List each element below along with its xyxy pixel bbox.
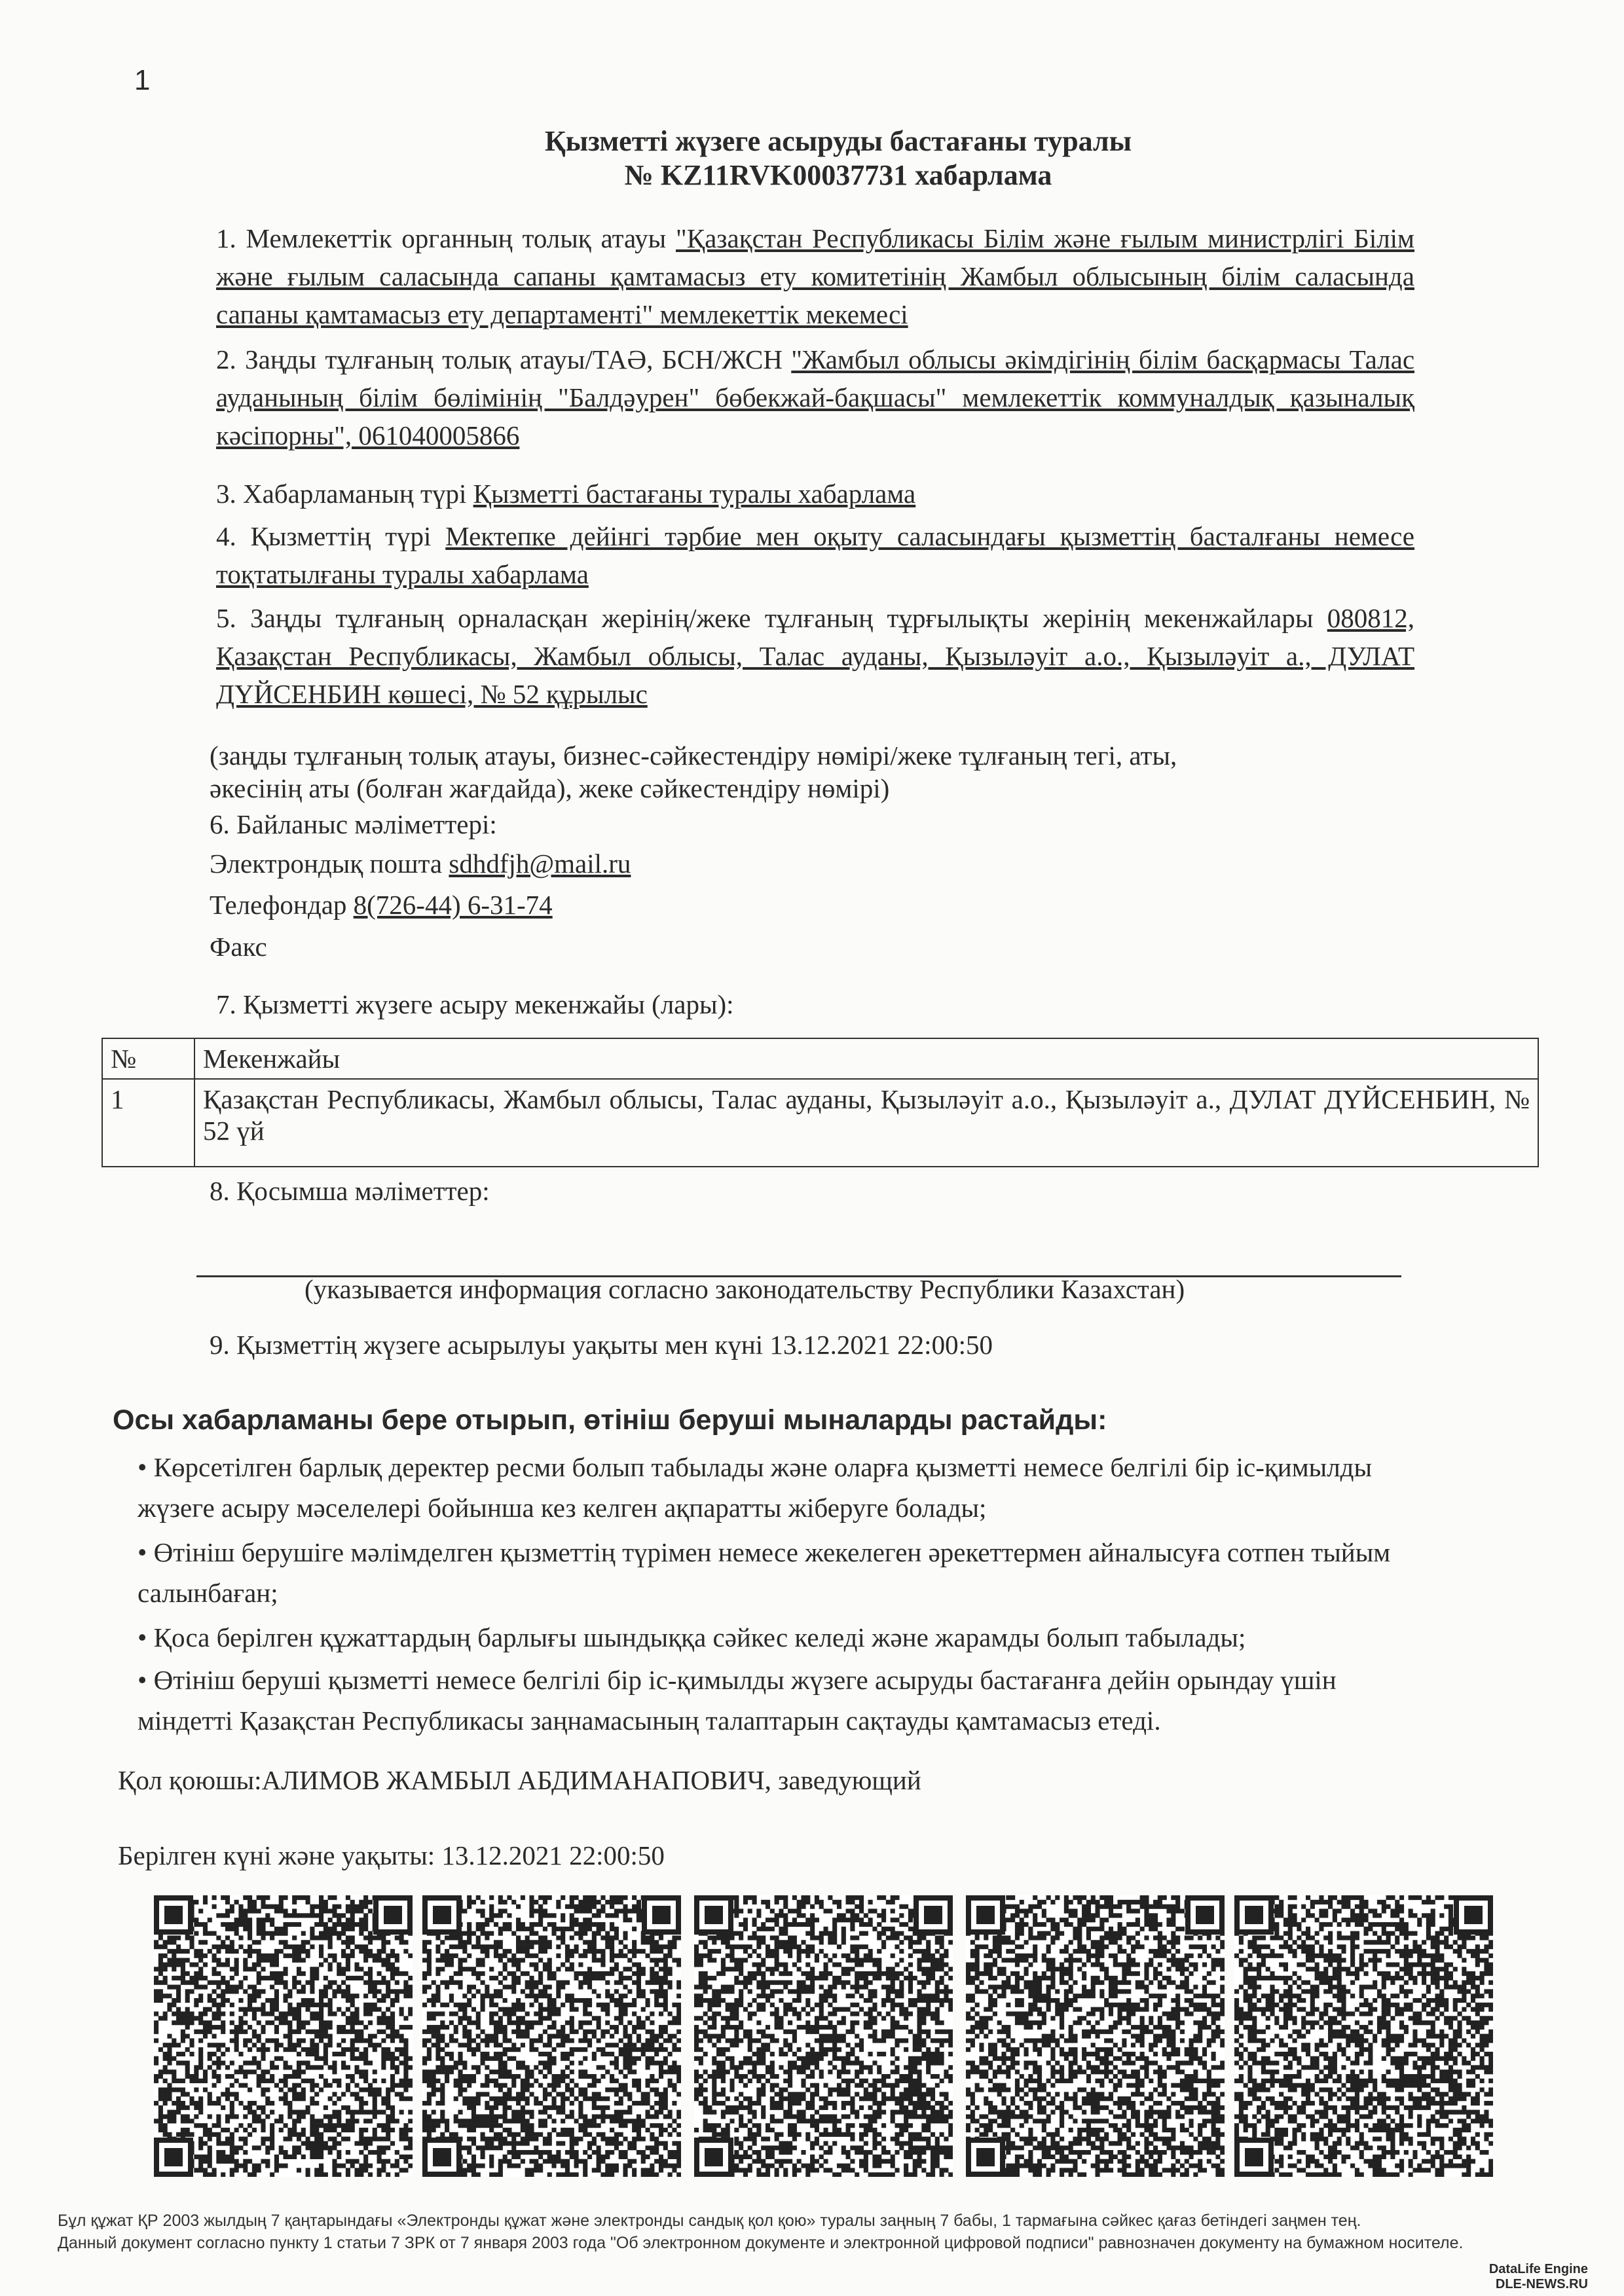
table-header-number: № bbox=[102, 1038, 194, 1079]
address-table bbox=[101, 1038, 1539, 1167]
item-1-value: "Қазақстан Республикасы Білім және ғылым министрлігі Білім және ғылым саласында сапаны қамтамасыз ету комитетінің Жамбыл облысының білім саласында сапаны қамтамасыз ету департаменті" мемлекеттік мекемесі bbox=[216, 223, 1415, 329]
item-4-value: Мектепке дейінгі тәрбие мен оқыту саласындағы қызметтің басталғаны немесе тоқтатылғаны туралы хабарлама bbox=[216, 521, 1414, 589]
bullet-3: • Қоса берілген құжаттардың барлығы шындыққа сәйкес келеді және жарамды болып табылады; bbox=[138, 1622, 1246, 1652]
confirmation-heading: Осы хабарламаны бере отырып, өтініш беруші мыналарды растайды: bbox=[113, 1404, 1107, 1436]
issue-date: Берілген күні және уақыты: 13.12.2021 22:00:50 bbox=[118, 1840, 665, 1870]
legal-note-line-2: әкесінің аты (болған жағдайда), жеке сәйкестендіру нөмірі) bbox=[210, 773, 890, 803]
item-2-label: 2. Заңды тұлғаның толық атауы/ТАӘ, БСН/ЖСН bbox=[216, 344, 783, 374]
bullet-4: • Өтініш беруші қызметті немесе белгілі бір іс-қимылды жүзеге асыруды бастағанға дейін орындау үшін міндетті Қазақстан Республикасы заңнамасының талаптарын сақтауды қамтамасыз етеді. bbox=[138, 1665, 1337, 1736]
item-8-note: (указывается информация согласно законодательству Республики Казахстан) bbox=[304, 1274, 1185, 1304]
item-3-value: Қызметті бастағаны туралы хабарлама bbox=[473, 479, 916, 509]
table-cell-number: 1 bbox=[102, 1079, 194, 1167]
item-8-label: 8. Қосымша мәліметтер: bbox=[210, 1176, 490, 1206]
phone-row bbox=[210, 889, 553, 920]
qr-code-icon bbox=[694, 1895, 953, 2177]
legal-note-line-1: (заңды тұлғаның толық атауы, бизнес-сәйкестендіру нөмірі/жеке тұлғаның тегі, аты, bbox=[210, 740, 1177, 771]
item-9: 9. Қызметтің жүзеге асырылуы уақыты мен күні 13.12.2021 22:00:50 bbox=[210, 1330, 993, 1360]
item-2-value: "Жамбыл облысы әкімдігінің білім басқармасы Талас ауданының білім бөлімінің "Балдәурен" бөбекжай-бақшасы" мемлекеттік коммуналдық қазыналық кәсіпорны", 061040005866 bbox=[216, 344, 1415, 450]
item-6-label: 6. Байланыс мәліметтері: bbox=[210, 809, 497, 839]
email-label: Электрондық пошта bbox=[210, 848, 443, 879]
qr-code-icon bbox=[422, 1895, 681, 2177]
item-2 bbox=[216, 340, 1414, 454]
item-1 bbox=[216, 219, 1414, 333]
item-4-label: 4. Қызметтің түрі bbox=[216, 521, 432, 551]
email-row bbox=[210, 848, 631, 879]
table-cell-address: Қазақстан Республикасы, Жамбыл облысы, Талас ауданы, Қызыләуіт а.о., Қызыләуіт а., ДУЛАТ ДҮЙСЕНБИН, № 52 үй bbox=[194, 1079, 1538, 1167]
item-1-label: 1. Мемлекеттік органның толық атауы bbox=[216, 223, 667, 253]
item-7-label: 7. Қызметті жүзеге асыру мекенжайы (лары): bbox=[216, 989, 734, 1019]
phone-value: 8(726-44) 6-31-74 bbox=[353, 890, 553, 920]
signer: Қол қоюшы:АЛИМОВ ЖАМБЫЛ АБДИМАНАПОВИЧ, заведующий bbox=[118, 1765, 921, 1795]
bullet-1: • Көрсетілген барлық деректер ресми болып табылады және оларға қызметті немесе белгілі бір іс-қимылды жүзеге асыру мәселелері бойынша кез келген ақпаратты жіберуге болады; bbox=[138, 1452, 1373, 1523]
item-4 bbox=[216, 517, 1414, 593]
item-5-value: 080812, Қазақстан Республикасы, Жамбыл облысы, Талас ауданы, Қызыләуіт а.о., Қызыләуіт а., ДУЛАТ ДҮЙСЕНБИН көшесі, № 52 құрылыс bbox=[216, 603, 1414, 709]
footer-russian: Данный документ согласно пункту 1 статьи 7 ЗРК от 7 января 2003 года "Об электронном документе и электронной цифровой подписи" равнозначен документу на бумажном носителе. bbox=[58, 2234, 1464, 2252]
qr-code-icon bbox=[966, 1895, 1225, 2177]
document-number: № KZ11RVK00037731 хабарлама bbox=[624, 159, 1052, 191]
watermark-line-2: DLE-NEWS.RU bbox=[1495, 2277, 1588, 2291]
item-5-label: 5. Заңды тұлғаның орналасқан жерінің/жеке тұлғаның тұрғылықты жерінің мекенжайлары bbox=[216, 603, 1314, 633]
watermark-line-1: DataLife Engine bbox=[1488, 2262, 1588, 2276]
item-3 bbox=[216, 475, 1414, 513]
qr-code-icon bbox=[1234, 1895, 1493, 2177]
table-header-row bbox=[102, 1038, 1538, 1079]
item-5 bbox=[216, 599, 1414, 713]
qr-code-icon bbox=[154, 1895, 413, 2177]
footer-kazakh: Бұл құжат ҚР 2003 жылдың 7 қаңтарындағы «Электронды құжат және электронды сандық қол қою» туралы заңның 7 бабы, 1 тармағына сәйкес қағаз бетіндегі заңмен тең. bbox=[58, 2212, 1361, 2230]
page-number: 1 bbox=[134, 64, 151, 96]
document-title: Қызметті жүзеге асыруды бастағаны туралы bbox=[544, 125, 1132, 157]
table-header-address: Мекенжайы bbox=[194, 1038, 1538, 1079]
email-value: sdhdfjh@mail.ru bbox=[449, 848, 631, 879]
item-3-label: 3. Хабарламаның түрі bbox=[216, 479, 467, 509]
table-row bbox=[102, 1079, 1538, 1167]
bullet-2: • Өтініш берушіге мәлімделген қызметтің түрімен немесе жекелеген әрекеттермен айналысуға сотпен тыйым салынбаған; bbox=[138, 1537, 1391, 1608]
fax-label: Факс bbox=[210, 932, 267, 962]
phone-label: Телефондар bbox=[210, 890, 347, 920]
